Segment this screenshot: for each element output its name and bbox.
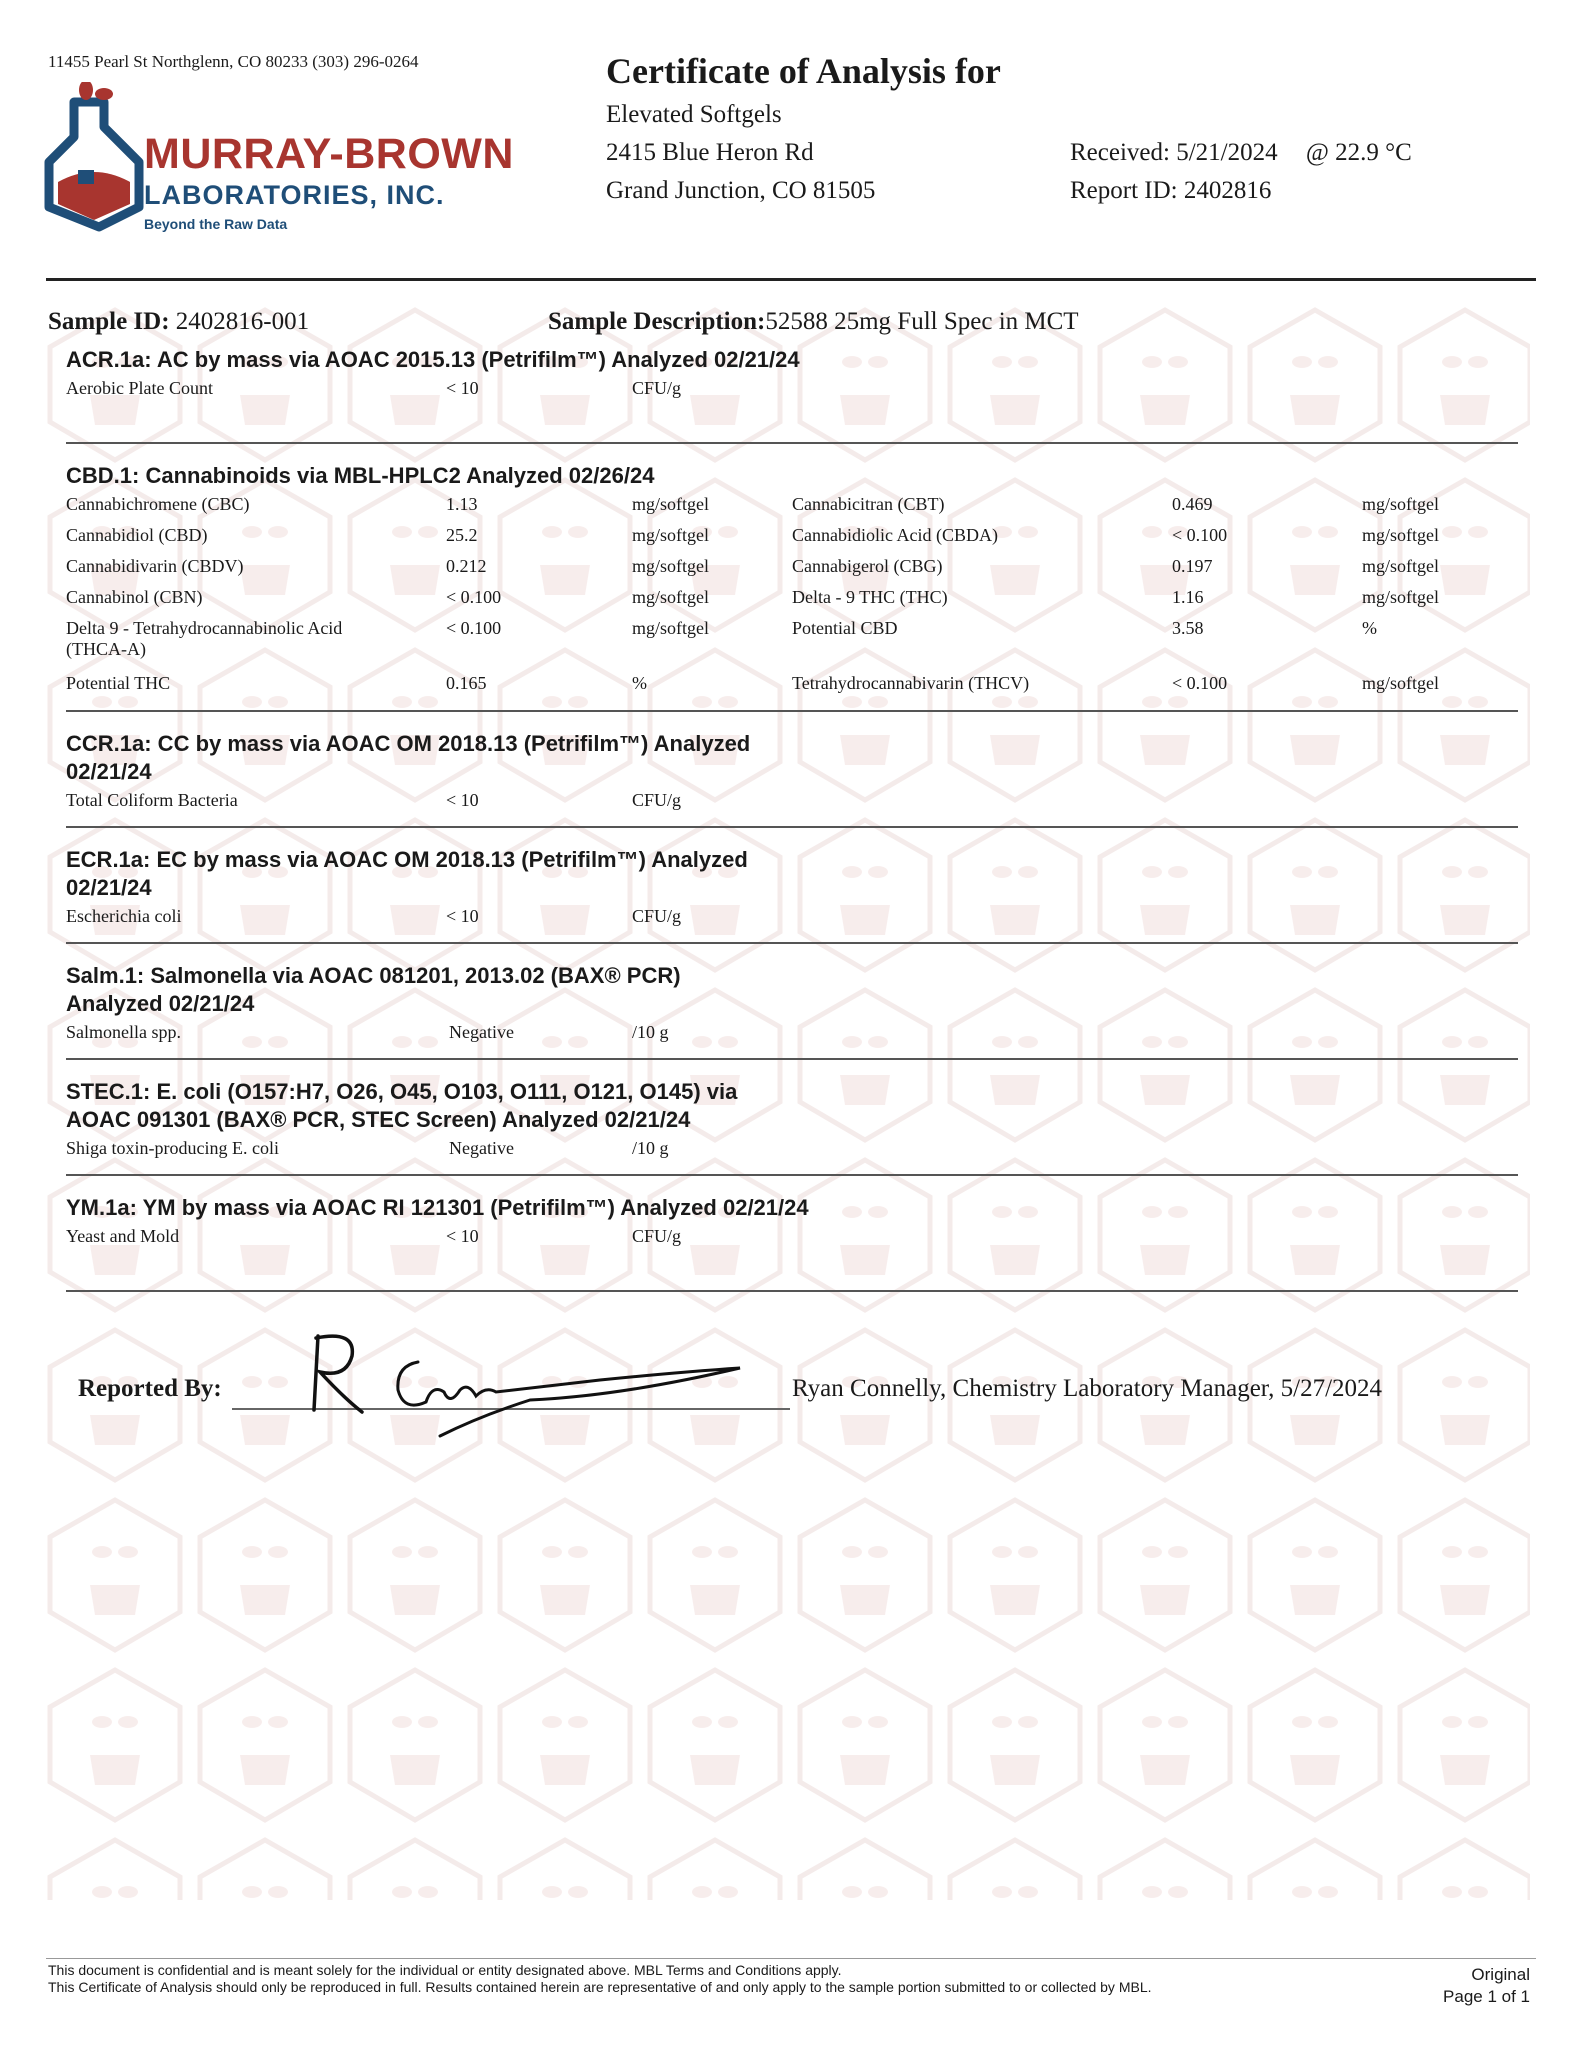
section-divider: [66, 442, 1518, 444]
analyte: Tetrahydrocannabivarin (THCV): [792, 673, 1030, 693]
analyte: Potential THC: [66, 673, 171, 693]
result: < 10: [446, 906, 479, 926]
unit: CFU/g: [632, 906, 682, 926]
result: < 10: [446, 378, 479, 398]
footer-divider: [46, 1958, 1536, 1959]
result: < 10: [446, 790, 479, 810]
handwritten-signature: [300, 1326, 770, 1456]
result: Negative: [449, 1022, 514, 1042]
received-block: [1070, 134, 1412, 210]
section-ym: [66, 1194, 1518, 1253]
section-ccr: [66, 730, 1518, 817]
lab-address: 11455 Pearl St Northglenn, CO 80233 (303) 296-0264: [48, 52, 419, 71]
result: < 0.100: [446, 618, 502, 638]
client-street: 2415 Blue Heron Rd: [606, 139, 814, 166]
result: 0.197: [1172, 556, 1213, 576]
unit: /10 g: [632, 1138, 669, 1158]
analyte: Total Coliform Bacteria: [66, 790, 238, 810]
document-status: Original: [1471, 1965, 1530, 1984]
unit: mg/softgel: [1362, 673, 1439, 693]
analyte-line-1: Delta 9 - Tetrahydrocannabinolic Acid: [66, 618, 343, 638]
result: < 0.100: [446, 587, 502, 607]
section-divider: [66, 710, 1518, 712]
analyte: Cannabidiol (CBD): [66, 525, 208, 545]
signer-name: Ryan Connelly, Chemistry Laboratory Manager, 5/27/2024: [792, 1375, 1383, 1402]
footer-disclaimer: [48, 1962, 1152, 1996]
unit: mg/softgel: [632, 618, 709, 638]
analyte: Cannabichromene (CBC): [66, 494, 250, 514]
unit: mg/softgel: [632, 587, 709, 607]
unit: CFU/g: [632, 1226, 682, 1246]
footer-line-1: This document is confidential and is meant solely for the individual or entity designated above. MBL Terms and Conditions apply.: [48, 1962, 842, 1978]
analyte: Yeast and Mold: [66, 1226, 180, 1246]
analyte: [66, 618, 342, 660]
section-title: ACR.1a: AC by mass via AOAC 2015.13 (Petrifilm™) Analyzed 02/21/24: [66, 347, 800, 372]
logo-name: MURRAY-BROWN: [144, 130, 514, 178]
unit: mg/softgel: [1362, 587, 1439, 607]
result: 0.165: [446, 673, 487, 693]
section-title: STEC.1: E. coli (O157:H7, O26, O45, O103, O111, O121, O145) via AOAC 091301 (BAX® PCR, STEC Screen) Analyzed 02/21/24: [66, 1079, 738, 1132]
report-id-label: Report ID:: [1070, 177, 1178, 204]
section-cbd: [66, 462, 1518, 700]
report-id: 2402816: [1183, 177, 1272, 204]
table-row: [66, 374, 1518, 405]
sample-description-value: 52588 25mg Full Spec in MCT: [765, 308, 1079, 335]
table-row: [66, 521, 1518, 552]
unit: CFU/g: [632, 378, 682, 398]
section-title: CBD.1: Cannabinoids via MBL-HPLC2 Analyzed 02/26/24: [66, 463, 655, 488]
reported-by-label: Reported By:: [78, 1375, 222, 1402]
analyte: Cannabidivarin (CBDV): [66, 556, 244, 576]
sample-id-label: Sample ID:: [48, 308, 170, 335]
received-label: Received:: [1070, 139, 1170, 166]
section-divider: [66, 1174, 1518, 1176]
section-salmonella: [66, 962, 1518, 1049]
analyte: Delta - 9 THC (THC): [792, 587, 948, 607]
section-stec: [66, 1078, 1518, 1165]
unit: mg/softgel: [1362, 556, 1439, 576]
analyte-line-2: (THCA-A): [66, 639, 146, 659]
table-row: [66, 552, 1518, 583]
analyte: Potential CBD: [792, 618, 898, 638]
unit: CFU/g: [632, 790, 682, 810]
result: < 0.100: [1172, 525, 1228, 545]
logo-subtitle: LABORATORIES, INC.: [144, 180, 445, 210]
table-row: [66, 902, 1518, 933]
unit: mg/softgel: [1362, 494, 1439, 514]
sample-id-value: 2402816-001: [175, 308, 310, 335]
analyte: Cannabigerol (CBG): [792, 556, 943, 576]
result: 1.16: [1172, 587, 1204, 607]
table-row: [66, 669, 1518, 700]
client-city: Grand Junction, CO 81505: [606, 177, 876, 204]
result: < 10: [446, 1226, 479, 1246]
analyte: Escherichia coli: [66, 906, 182, 926]
lab-logo: [44, 82, 524, 242]
result: < 0.100: [1172, 673, 1228, 693]
result: Negative: [449, 1138, 514, 1158]
section-title: CCR.1a: CC by mass via AOAC OM 2018.13 (Petrifilm™) Analyzed 02/21/24: [66, 731, 751, 784]
table-row: [66, 1222, 1518, 1253]
section-divider: [66, 826, 1518, 828]
section-title: ECR.1a: EC by mass via AOAC OM 2018.13 (Petrifilm™) Analyzed 02/21/24: [66, 847, 748, 900]
table-row: [66, 583, 1518, 614]
result: 25.2: [446, 525, 478, 545]
unit: mg/softgel: [1362, 525, 1439, 545]
analyte: Salmonella spp.: [66, 1022, 181, 1042]
unit: mg/softgel: [632, 525, 709, 545]
analyte: Shiga toxin-producing E. coli: [66, 1138, 279, 1158]
unit: %: [1362, 618, 1377, 638]
section-divider: [66, 1290, 1518, 1292]
table-row: [66, 614, 1518, 669]
sample-description-label: Sample Description:: [548, 308, 766, 335]
analyte: Cannabidiolic Acid (CBDA): [792, 525, 998, 545]
section-divider: [66, 942, 1518, 944]
sample-id: [48, 308, 309, 336]
flask-logo-icon: [44, 82, 144, 232]
unit: mg/softgel: [632, 556, 709, 576]
analyte: Aerobic Plate Count: [66, 378, 213, 398]
result: 0.212: [446, 556, 487, 576]
client-block: [606, 96, 875, 210]
section-title: Salm.1: Salmonella via AOAC 081201, 2013.02 (BAX® PCR) Analyzed 02/21/24: [66, 963, 681, 1016]
certificate-title: Certificate of Analysis for: [606, 51, 1001, 91]
analyte: Cannabicitran (CBT): [792, 494, 945, 514]
section-divider: [66, 1058, 1518, 1060]
table-row: [66, 1018, 1518, 1049]
table-row: [66, 786, 1518, 817]
table-row: [66, 490, 1518, 521]
analyte: Cannabinol (CBN): [66, 587, 203, 607]
page-number: Page 1 of 1: [1443, 1987, 1530, 2006]
sample-description: [548, 308, 1079, 336]
footer-line-2: This Certificate of Analysis should only be reproduced in full. Results contained herein are representative of and only apply to the sample portion submitted to or collected by MBL.: [48, 1979, 1152, 1995]
unit: /10 g: [632, 1022, 669, 1042]
result: 0.469: [1172, 494, 1213, 514]
section-acr: [66, 346, 1518, 405]
footer-page-info: [1400, 1964, 1530, 2008]
unit: mg/softgel: [632, 494, 709, 514]
table-row: [66, 1134, 1518, 1165]
section-ecr: [66, 846, 1518, 933]
section-title: YM.1a: YM by mass via AOAC RI 121301 (Petrifilm™) Analyzed 02/21/24: [66, 1195, 809, 1220]
result: 1.13: [446, 494, 478, 514]
unit: %: [632, 673, 647, 693]
logo-tagline: Beyond the Raw Data: [144, 216, 288, 232]
header-divider: [46, 278, 1536, 281]
client-name: Elevated Softgels: [606, 101, 782, 128]
result: 3.58: [1172, 618, 1204, 638]
received-temp: @ 22.9 °C: [1305, 139, 1412, 166]
received-date: 5/21/2024: [1176, 139, 1278, 166]
